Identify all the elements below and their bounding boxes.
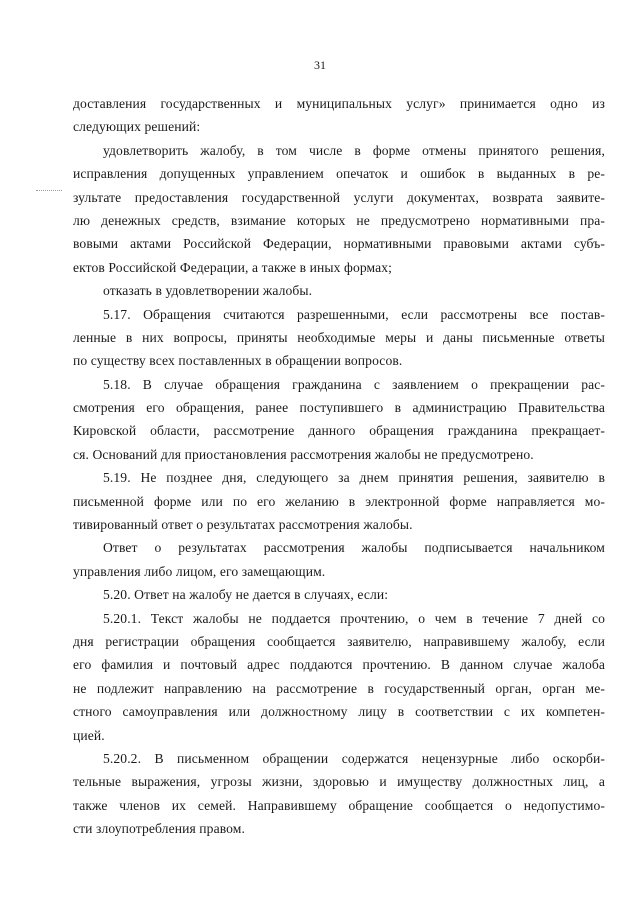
text-line: ектов Российской Федерации, а также в иных формах; — [73, 259, 393, 275]
text-line: Кировской области, рассмотрение данного обращения гражданина прекращает- — [73, 423, 605, 439]
text-line: 5.20.1. Текст жалобы не поддается прочтению, о чем в течение 7 дней со — [103, 610, 605, 626]
text-line: 5.20.2. В письменном обращении содержатся нецензурные либо оскорби- — [103, 750, 605, 766]
scan-artifact-mark — [36, 190, 62, 191]
text-line: цией. — [73, 727, 105, 743]
text-line: исправления допущенных управлением опечаток и ошибок в выданных в ре- — [73, 166, 605, 182]
text-line: не подлежит направлению на рассмотрение в государственный орган, орган ме- — [73, 680, 605, 696]
text-line: 5.17. Обращения считаются разрешенными, если рассмотрены все постав- — [103, 306, 605, 322]
text-line: управления либо лицом, его замещающим. — [73, 563, 326, 579]
text-line: тельные выражения, угрозы жизни, здоровью и имуществу должностных лиц, а — [73, 774, 605, 790]
page-number: 31 — [314, 58, 326, 72]
text-line: его фамилия и почтовый адрес поддаются прочтению. В данном случае жалоба — [73, 657, 605, 673]
text-line: Ответ о результатах рассмотрения жалобы подписывается начальником — [103, 540, 605, 556]
text-line: смотрения его обращения, ранее поступившего в администрацию Правительства — [73, 400, 605, 416]
text-line: удовлетворить жалобу, в том числе в форме отмены принятого решения, — [103, 142, 605, 158]
text-line: по существу всех поставленных в обращении вопросов. — [73, 353, 403, 369]
text-line: ленные в них вопросы, приняты необходимые меры и даны письменные ответы — [73, 329, 605, 345]
text-line: также членов их семей. Направившему обращение сообщается о недопустимо- — [73, 797, 605, 813]
document-body — [73, 92, 605, 841]
text-line: дня регистрации обращения сообщается заявителю, направившему жалобу, если — [73, 633, 605, 649]
text-line: лю денежных средств, взимание которых не предусмотрено нормативными пра- — [73, 212, 605, 228]
text-line: отказать в удовлетворении жалобы. — [103, 283, 313, 299]
text-line: ся. Оснований для приостановления рассмотрения жалобы не предусмотрено. — [73, 446, 534, 462]
text-line: зультате предоставления государственной услуги документах, возврата заявите- — [73, 189, 605, 205]
text-line: 5.19. Не позднее дня, следующего за днем принятия решения, заявителю в — [103, 470, 605, 486]
text-line: тивированный ответ о результатах рассмотрения жалобы. — [73, 517, 413, 533]
text-line: 5.20. Ответ на жалобу не дается в случаях, если: — [103, 587, 389, 603]
text-line: письменной форме или по его желанию в электронной форме направляется мо- — [73, 493, 605, 509]
text-line: вовыми актами Российской Федерации, нормативными правовыми актами субъ- — [73, 236, 605, 252]
text-line: доставления государственных и муниципальных услуг» принимается одно из — [73, 96, 605, 111]
text-line: следующих решений: — [73, 119, 201, 135]
text-line: 5.18. В случае обращения гражданина с заявлением о прекращении рас- — [103, 376, 605, 392]
text-line: сти злоупотребления правом. — [73, 821, 245, 837]
text-line: стного самоуправления или должностному лицу в соответствии с их компетен- — [73, 704, 605, 720]
